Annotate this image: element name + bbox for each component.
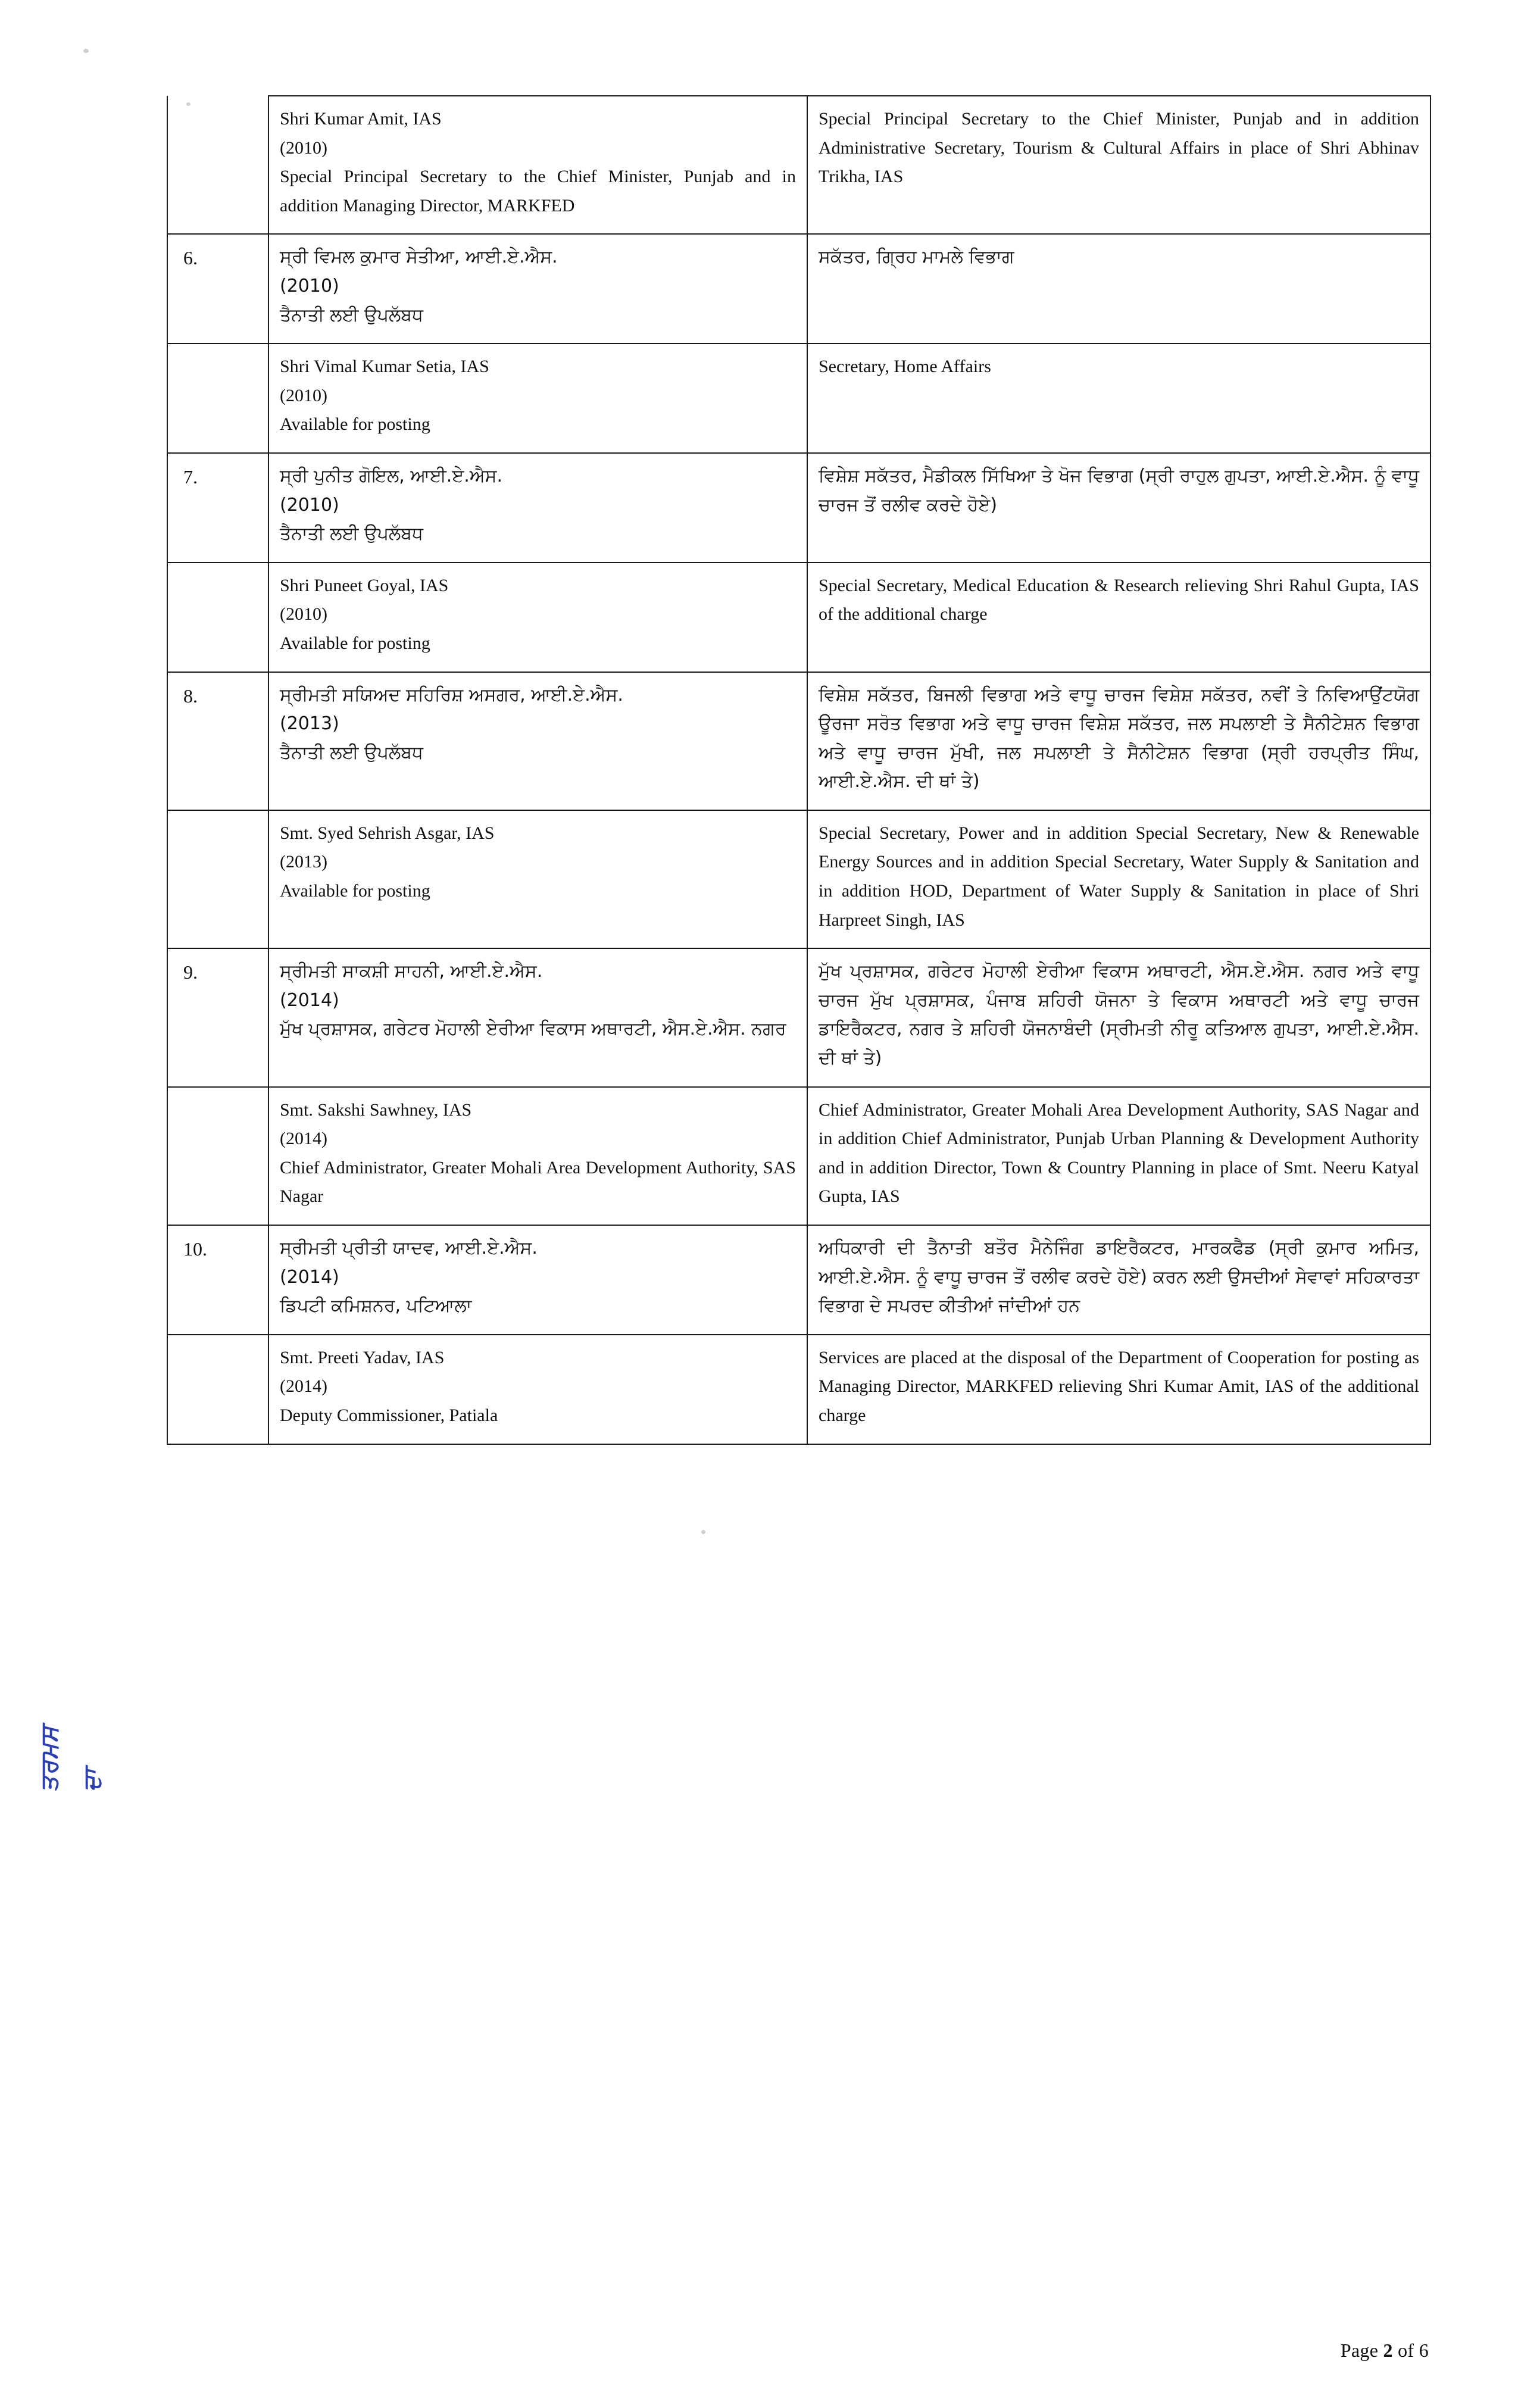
serial-number-cell: 8.: [167, 672, 268, 810]
officer-name-line: Special Principal Secretary to the Chief Minister, Punjab and in addition Managing Director, MARKFED: [280, 167, 796, 215]
officer-name-line: ਤੈਨਾਤੀ ਲਈ ਉਪਲੱਬਧ: [280, 304, 423, 326]
serial-number-cell: 9.: [167, 948, 268, 1086]
officer-name-line: ਸ੍ਰੀਮਤੀ ਸਾਕਸ਼ੀ ਸਾਹਨੀ, ਆਈ.ਏ.ਐਸ.: [280, 961, 543, 982]
posting-details-line: ਅਧਿਕਾਰੀ ਦੀ ਤੈਨਾਤੀ ਬਤੌਰ ਮੈਨੇਜਿੰਗ ਡਾਇਰੈਕਟਰ, ਮਾਰਕਫੈਡ (ਸ੍ਰੀ ਕੁਮਾਰ ਅਮਿਤ, ਆਈ.ਏ.ਐਸ. ਨੂੰ ਵਾਧੂ ਚਾਰਜ ਤੋਂ ਰਲੀਵ ਕਰਦੇ ਹੋਏ) ਕਰਨ ਲਈ ਉਸਦੀਆਂ ਸੇਵਾਵਾਂ ਸਹਿਕਾਰਤਾ ਵਿਭਾਗ ਦੇ ਸਪਰਦ ਕੀਤੀਆਂ ਜਾਂਦੀਆਂ ਹਨ: [819, 1238, 1419, 1317]
posting-details-line: Special Secretary, Medical Education & Research relieving Shri Rahul Gupta, IAS of the additional charge: [819, 575, 1419, 624]
officer-name-line: ਸ੍ਰੀ ਵਿਮਲ ਕੁਮਾਰ ਸੇਤੀਆ, ਆਈ.ਏ.ਐਸ.: [280, 246, 558, 268]
posting-details-cell: [807, 672, 1430, 810]
officer-name-cell: [268, 343, 807, 453]
table-row: [167, 234, 1430, 343]
officer-name-line: ਸ੍ਰੀਮਤੀ ਪ੍ਰੀਤੀ ਯਾਦਵ, ਆਈ.ਏ.ਐਸ.: [280, 1238, 538, 1258]
footer-total-pages: 6: [1419, 2340, 1429, 2361]
officer-name-line: ਮੁੱਖ ਪ੍ਰਸ਼ਾਸਕ, ਗਰੇਟਰ ਮੋਹਾਲੀ ਏਰੀਆ ਵਿਕਾਸ ਅਥਾਰਟੀ, ਐਸ.ਏ.ਐਸ. ਨਗਰ: [280, 1019, 786, 1040]
serial-number-cell: [167, 1087, 268, 1225]
officer-name-line: (2013): [280, 852, 327, 872]
serial-number-cell: [167, 563, 268, 672]
posting-details-cell: [807, 1225, 1430, 1335]
officer-name-line: Smt. Preeti Yadav, IAS: [280, 1347, 445, 1367]
posting-details-line: Services are placed at the disposal of the Department of Cooperation for posting as Managing Director, MARKFED relieving Shri Kumar Amit, IAS of the additional charge: [819, 1347, 1419, 1425]
posting-details-cell: [807, 948, 1430, 1086]
posting-details-line: ਸਕੱਤਰ, ਗ੍ਰਿਹ ਮਾਮਲੇ ਵਿਭਾਗ: [819, 246, 1014, 268]
officer-name-line: (2014): [280, 1376, 327, 1397]
posting-details-cell: [807, 1335, 1430, 1444]
serial-number-cell: 6.: [167, 234, 268, 343]
posting-details-line: Special Secretary, Power and in addition Special Secretary, New & Renewable Energy Sources and in addition Special Secretary, Water Supply & Sanitation and in addition HOD, Department of Water Supply & Sanitation in place of Shri Harpreet Singh, IAS: [819, 823, 1419, 930]
posting-details-cell: [807, 810, 1430, 948]
footer-page-number: 2: [1383, 2340, 1393, 2361]
table-row: [167, 1225, 1430, 1335]
table-row: [167, 1087, 1430, 1225]
scan-speck: [701, 1530, 705, 1534]
serial-number-cell: 7.: [167, 453, 268, 563]
officer-name-line: (2010): [280, 385, 327, 405]
officer-name-cell: [268, 563, 807, 672]
handwritten-margin-annotation: [36, 1542, 106, 1792]
officer-name-line: Available for posting: [280, 414, 430, 435]
officer-name-cell: [268, 1335, 807, 1444]
serial-number-cell: [167, 810, 268, 948]
posting-details-cell: [807, 234, 1430, 343]
officer-name-line: ਸ੍ਰੀ ਪੁਨੀਤ ਗੋਇਲ, ਆਈ.ਏ.ਐਸ.: [280, 465, 503, 486]
officer-name-cell: [268, 453, 807, 563]
officer-name-line: (2010): [280, 275, 339, 296]
posting-details-line: Secretary, Home Affairs: [819, 357, 991, 377]
officer-name-line: (2013): [280, 713, 339, 735]
officer-name-line: Shri Kumar Amit, IAS: [280, 109, 442, 129]
officer-name-line: Chief Administrator, Greater Mohali Area Development Authority, SAS Nagar: [280, 1157, 796, 1207]
officer-name-cell: [268, 672, 807, 810]
page-footer: [1341, 2340, 1429, 2362]
officer-name-cell: [268, 810, 807, 948]
serial-number-cell: 10.: [167, 1225, 268, 1335]
officer-name-line: (2014): [280, 989, 339, 1011]
posting-details-line: ਮੁੱਖ ਪ੍ਰਸ਼ਾਸਕ, ਗਰੇਟਰ ਮੋਹਾਲੀ ਏਰੀਆ ਵਿਕਾਸ ਅਥਾਰਟੀ, ਐਸ.ਏ.ਐਸ. ਨਗਰ ਅਤੇ ਵਾਧੂ ਚਾਰਜ ਮੁੱਖ ਪ੍ਰਸ਼ਾਸਕ, ਪੰਜਾਬ ਸ਼ਹਿਰੀ ਯੋਜਨਾ ਤੇ ਵਿਕਾਸ ਅਥਾਰਟੀ ਅਤੇ ਵਾਧੂ ਚਾਰਜ ਡਾਇਰੈਕਟਰ, ਨਗਰ ਤੇ ਸ਼ਹਿਰੀ ਯੋਜਨਾਬੰਦੀ (ਸ੍ਰੀਮਤੀ ਨੀਰੂ ਕਤਿਆਲ ਗੁਪਤਾ, ਆਈ.ਏ.ਐਸ. ਦੀ ਥਾਂ ਤੇ): [819, 961, 1419, 1069]
officer-name-line: Available for posting: [280, 633, 430, 653]
officer-name-line: Deputy Commissioner, Patiala: [280, 1405, 498, 1425]
posting-details-cell: [807, 563, 1430, 672]
officer-name-cell: [268, 1225, 807, 1335]
table-row: [167, 96, 1430, 234]
table-row: [167, 563, 1430, 672]
margin-annotation-line-2: ਦਾ: [79, 1768, 106, 1792]
officer-name-line: (2010): [280, 138, 327, 158]
officer-name-line: (2010): [280, 604, 327, 624]
table-row: [167, 343, 1430, 453]
officer-name-cell: [268, 948, 807, 1086]
officer-name-line: (2014): [280, 1266, 339, 1288]
officer-name-line: ਤੈਨਾਤੀ ਲਈ ਉਪਲੱਬਧ: [280, 523, 423, 545]
scan-speck: [83, 49, 89, 53]
table-row: [167, 1335, 1430, 1444]
posting-details-cell: [807, 96, 1430, 234]
table-row: [167, 672, 1430, 810]
officer-name-line: Shri Vimal Kumar Setia, IAS: [280, 357, 489, 377]
table-row: [167, 810, 1430, 948]
officer-name-line: (2010): [280, 494, 339, 516]
posting-details-cell: [807, 343, 1430, 453]
officer-name-cell: [268, 234, 807, 343]
officer-name-line: ਸ੍ਰੀਮਤੀ ਸਯਿਅਦ ਸਹਿਰਿਸ਼ ਅਸਗਰ, ਆਈ.ਏ.ਐਸ.: [280, 684, 623, 705]
posting-details-cell: [807, 453, 1430, 563]
serial-number-cell: [167, 96, 268, 234]
posting-details-line: Chief Administrator, Greater Mohali Area Development Authority, SAS Nagar and in addition Chief Administrator, Punjab Urban Planning & Development Authority and in addition Director, Town & Country Planning in place of Smt. Neeru Katyal Gupta, IAS: [819, 1100, 1419, 1207]
serial-number-cell: [167, 343, 268, 453]
officer-name-line: ਤੈਨਾਤੀ ਲਈ ਉਪਲੱਬਧ: [280, 742, 423, 763]
officer-name-cell: [268, 1087, 807, 1225]
officer-name-line: ਡਿਪਟੀ ਕਮਿਸ਼ਨਰ, ਪਟਿਆਲਾ: [280, 1295, 472, 1317]
margin-annotation-line-1: ਤਰਮਸ: [36, 1725, 63, 1792]
officer-name-cell: [268, 96, 807, 234]
officer-name-line: Smt. Syed Sehrish Asgar, IAS: [280, 823, 495, 843]
officer-name-line: Shri Puneet Goyal, IAS: [280, 575, 449, 595]
officer-name-line: Available for posting: [280, 881, 430, 901]
officer-name-line: Smt. Sakshi Sawhney, IAS: [280, 1100, 472, 1120]
footer-middle: of: [1392, 2340, 1419, 2361]
footer-prefix: Page: [1340, 2340, 1383, 2361]
officer-posting-table: [167, 95, 1431, 1445]
officer-name-line: (2014): [280, 1129, 327, 1149]
table-row: [167, 948, 1430, 1086]
posting-details-line: ਵਿਸ਼ੇਸ਼ ਸਕੱਤਰ, ਬਿਜਲੀ ਵਿਭਾਗ ਅਤੇ ਵਾਧੂ ਚਾਰਜ ਵਿਸ਼ੇਸ਼ ਸਕੱਤਰ, ਨਵੀਂ ਤੇ ਨਿਵਿਆਉਂਟਯੋਗ ਊਰਜਾ ਸਰੋਤ ਵਿਭਾਗ ਅਤੇ ਵਾਧੂ ਚਾਰਜ ਵਿਸ਼ੇਸ਼ ਸਕੱਤਰ, ਜਲ ਸਪਲਾਈ ਤੇ ਸੈਨੀਟੇਸ਼ਨ ਵਿਭਾਗ ਅਤੇ ਵਾਧੂ ਚਾਰਜ ਮੁੱਖੀ, ਜਲ ਸਪਲਾਈ ਤੇ ਸੈਨੀਟੇਸ਼ਨ ਵਿਭਾਗ (ਸ੍ਰੀ ਹਰਪ੍ਰੀਤ ਸਿੰਘ, ਆਈ.ਏ.ਐਸ. ਦੀ ਥਾਂ ਤੇ): [819, 684, 1419, 792]
posting-details-cell: [807, 1087, 1430, 1225]
serial-number-cell: [167, 1335, 268, 1444]
table-row: [167, 453, 1430, 563]
posting-details-line: Special Principal Secretary to the Chief Minister, Punjab and in addition Administrative Secretary, Tourism & Cultural Affairs in place of Shri Abhinav Trikha, IAS: [819, 109, 1419, 187]
posting-details-line: ਵਿਸ਼ੇਸ਼ ਸਕੱਤਰ, ਮੈਡੀਕਲ ਸਿੱਖਿਆ ਤੇ ਖੋਜ ਵਿਭਾਗ (ਸ੍ਰੀ ਰਾਹੁਲ ਗੁਪਤਾ, ਆਈ.ਏ.ਐਸ. ਨੂੰ ਵਾਧੂ ਚਾਰਜ ਤੋਂ ਰਲੀਵ ਕਰਦੇ ਹੋਏ): [819, 465, 1419, 516]
